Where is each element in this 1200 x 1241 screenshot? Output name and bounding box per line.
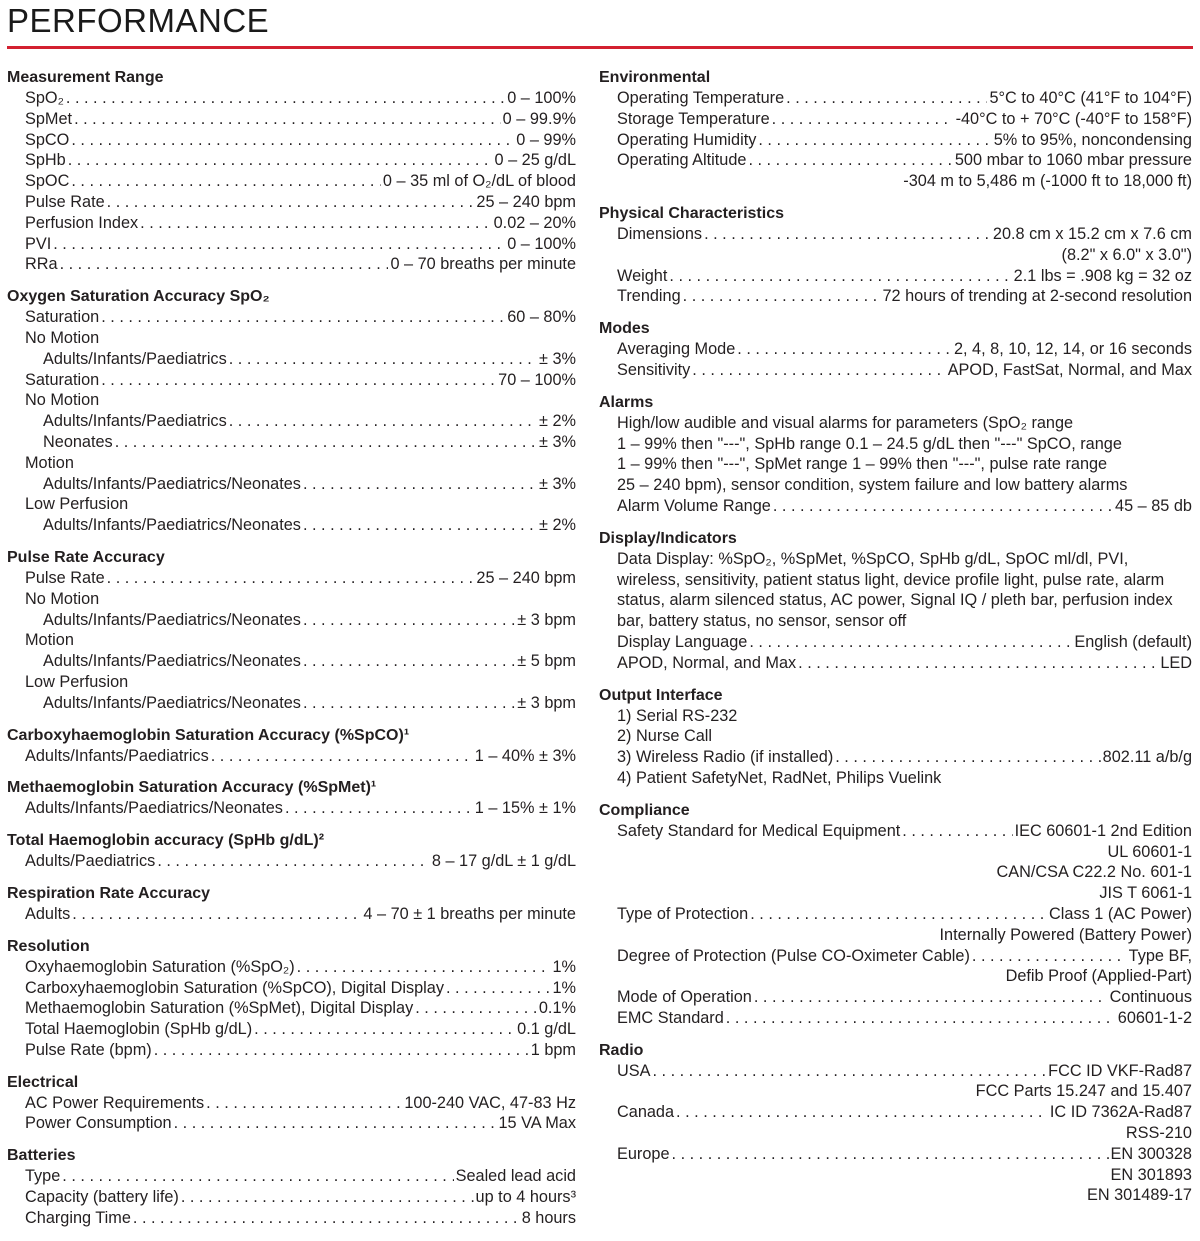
spec-value: 0 – 35 ml of O₂/dL of blood (382, 172, 576, 191)
spec-row (599, 88, 1192, 109)
spec-row (7, 109, 576, 130)
spec-row (599, 821, 1192, 842)
spec-row (599, 1061, 1192, 1082)
spec-label: Adults/Infants/Paediatrics (43, 412, 227, 431)
spec-label: Type of Protection (617, 904, 749, 923)
spec-row (7, 1019, 576, 1040)
spec-value: Type BF, (1128, 946, 1192, 965)
section-title: Batteries (7, 1147, 76, 1165)
spec-value: 2.1 lbs = .908 kg = 32 oz (1013, 266, 1192, 285)
spec-value: IEC 60601-1 2nd Edition (1014, 821, 1192, 840)
section-title: Respiration Rate Accuracy (7, 884, 211, 902)
spec-row (599, 109, 1192, 130)
spec-label: Europe (617, 1144, 670, 1163)
section-compliance (599, 801, 1192, 1029)
spec-row (7, 568, 576, 589)
spec-row (7, 978, 576, 999)
spec-label: Neonates (43, 432, 113, 451)
spec-label: SpMet (25, 109, 73, 128)
spec-value-continued: -304 m to 5,486 m (-1000 ft to 18,000 ft) (903, 172, 1192, 191)
section-display (599, 529, 1192, 674)
spec-label: Type (25, 1167, 61, 1186)
spec-subheading: No Motion (25, 391, 100, 410)
section-resolution (7, 937, 576, 1061)
section-title: Carboxyhaemoglobin Saturation Accuracy (%SpCO)¹ (7, 726, 410, 744)
spec-value: English (default) (1074, 632, 1192, 651)
spec-value: 0.1% (538, 999, 576, 1018)
text-line: 1 – 99% then "---", SpMet range 1 – 99% then "---", pulse rate range (617, 455, 1108, 474)
spec-row (7, 1187, 576, 1208)
spec-value: 0.02 – 20% (493, 213, 576, 232)
section-title: Oxygen Saturation Accuracy SpO₂ (7, 288, 270, 306)
spec-label: Total Haemoglobin (SpHb g/dL) (25, 1020, 253, 1039)
spec-value: 1 – 40% ± 3% (474, 746, 576, 765)
spec-row (599, 946, 1192, 967)
spec-row (599, 1008, 1192, 1029)
spec-label: Power Consumption (25, 1114, 172, 1133)
spec-label: Operating Humidity (617, 130, 757, 149)
spec-row (599, 987, 1192, 1008)
spec-value: ± 3% (539, 474, 576, 493)
spec-value-continued: CAN/CSA C22.2 No. 601-1 (996, 863, 1192, 882)
spec-label: Perfusion Index (25, 213, 139, 232)
section-title: Compliance (599, 801, 690, 819)
section-measurement-range (7, 68, 576, 275)
spec-label: PVI (25, 234, 52, 253)
spec-row (7, 213, 576, 234)
spec-value: 1 bpm (530, 1040, 576, 1059)
spec-row (7, 1166, 576, 1187)
spec-row (599, 339, 1192, 360)
spec-value: 20.8 cm x 15.2 cm x 7.6 cm (992, 224, 1192, 243)
spec-label: Safety Standard for Medical Equipment (617, 821, 901, 840)
spec-value: 1% (552, 978, 576, 997)
spec-label: Storage Temperature (617, 109, 770, 128)
spec-value: Continuous (1109, 988, 1192, 1007)
spec-label: Saturation (25, 308, 100, 327)
spec-value: 25 – 240 bpm (476, 192, 576, 211)
text-line: status, alarm silenced status, AC power, Signal IQ / pleth bar, perfusion index (617, 591, 1173, 610)
spec-value: ± 2% (539, 516, 576, 535)
spec-value: ± 2% (539, 412, 576, 431)
spec-value: 0 – 100% (507, 89, 576, 107)
spec-label: SpO₂ (25, 89, 64, 107)
spec-row (7, 798, 576, 819)
spec-row (7, 474, 576, 495)
spec-row (599, 747, 1192, 768)
spec-label: SpOC (25, 172, 70, 191)
spec-label: Methaemoglobin Saturation (%SpMet), Digital Display (25, 999, 414, 1018)
spec-value: 1 – 15% ± 1% (474, 799, 576, 818)
spec-label: Pulse Rate (25, 568, 105, 587)
spec-value: 1% (552, 957, 576, 976)
spec-value-continued: Internally Powered (Battery Power) (939, 925, 1192, 944)
spec-label: Pulse Rate (25, 192, 105, 211)
spec-value: 4 – 70 ± 1 breaths per minute (363, 904, 576, 923)
spec-value: 72 hours of trending at 2-second resolution (882, 287, 1192, 306)
spec-value: 45 – 85 db (1115, 496, 1192, 515)
spec-value: 100-240 VAC, 47-83 Hz (404, 1093, 576, 1112)
section-output-interface (599, 686, 1192, 789)
spec-label: Adults/Infants/Paediatrics/Neonates (25, 799, 283, 818)
spec-label: Adults (25, 904, 71, 923)
spec-row (599, 904, 1192, 925)
section-title: Methaemoglobin Saturation Accuracy (%SpMet)¹ (7, 779, 377, 797)
spec-value: IC ID 7362A-Rad87 (1049, 1103, 1192, 1122)
spec-label: Carboxyhaemoglobin Saturation (%SpCO), Digital Display (25, 978, 444, 997)
spec-row (7, 150, 576, 171)
spec-row (599, 653, 1192, 674)
spec-value: FCC ID VKF-Rad87 (1048, 1061, 1192, 1080)
spec-value: 802.11 a/b/g (1102, 748, 1192, 767)
text-line: bar, battery status, no sensor, sensor off (617, 612, 907, 631)
spec-label: Adults/Infants/Paediatrics/Neonates (43, 474, 301, 493)
spec-label: Operating Altitude (617, 151, 747, 170)
spec-value: 0 – 99.9% (502, 109, 576, 128)
spec-value-continued: RSS-210 (1125, 1124, 1192, 1143)
spec-value: LED (1160, 653, 1192, 672)
spec-label: Alarm Volume Range (617, 496, 771, 515)
spec-value: APOD, FastSat, Normal, and Max (947, 360, 1192, 379)
spec-value: Sealed lead acid (455, 1167, 576, 1186)
spec-row (7, 904, 576, 925)
section-title: Pulse Rate Accuracy (7, 548, 165, 566)
section-title: Display/Indicators (599, 529, 737, 547)
section-title: Output Interface (599, 686, 723, 704)
spec-value-continued: JIS T 6061-1 (1099, 884, 1192, 903)
spec-row (7, 693, 576, 714)
text-line: 1 – 99% then "---", SpHb range 0.1 – 24.5 g/dL then "---" SpCO, range (617, 434, 1122, 453)
spec-label: Saturation (25, 370, 100, 389)
spec-label: Trending (617, 287, 681, 306)
spec-row (7, 1113, 576, 1134)
spec-row (7, 746, 576, 767)
text-line: 25 – 240 bpm), sensor condition, system failure and low battery alarms (617, 476, 1128, 495)
spec-label: Adults/Infants/Paediatrics (43, 349, 227, 368)
text-line: Data Display: %SpO₂, %SpMet, %SpCO, SpHb g/dL, SpOC ml/dl, PVI, (617, 549, 1129, 568)
spec-row (7, 254, 576, 275)
spec-label: Weight (617, 266, 668, 285)
spec-value: 60601-1-2 (1117, 1008, 1192, 1027)
spec-label: SpHb (25, 151, 66, 170)
spec-label: Adults/Infants/Paediatrics (25, 746, 209, 765)
spec-row (7, 192, 576, 213)
spec-label: Oxyhaemoglobin Saturation (%SpO₂) (25, 957, 295, 976)
text-line: High/low audible and visual alarms for parameters (SpO₂ range (617, 413, 1074, 432)
section-electrical (7, 1073, 576, 1135)
spec-row (7, 610, 576, 631)
spec-value: 25 – 240 bpm (476, 568, 576, 587)
spec-label: APOD, Normal, and Max (617, 653, 797, 672)
spec-subheading: Low Perfusion (25, 495, 129, 514)
spec-row (7, 515, 576, 536)
spec-row (599, 360, 1192, 381)
spec-label: Adults/Infants/Paediatrics/Neonates (43, 693, 301, 712)
spec-value: 0 – 25 g/dL (494, 151, 576, 170)
spec-value: 0 – 99% (516, 130, 576, 149)
spec-label: Adults/Infants/Paediatrics/Neonates (43, 652, 301, 671)
spec-row (7, 1040, 576, 1061)
section-modes (599, 319, 1192, 381)
list-item: 4) Patient SafetyNet, RadNet, Philips Vuelink (617, 768, 942, 787)
page-title: PERFORMANCE (7, 2, 270, 39)
spec-label: Display Language (617, 632, 748, 651)
spec-row (7, 349, 576, 370)
spec-row (599, 266, 1192, 287)
section-title: Total Haemoglobin accuracy (SpHb g/dL)² (7, 832, 325, 850)
spec-value: Class 1 (AC Power) (1049, 904, 1192, 923)
section-pulse-rate-accuracy (7, 548, 576, 714)
section-alarms (599, 393, 1192, 517)
section-title: Electrical (7, 1073, 79, 1091)
spec-row (7, 130, 576, 151)
spec-value-continued: EN 301489-17 (1086, 1186, 1192, 1205)
spec-label: Degree of Protection (Pulse CO-Oximeter Cable) (617, 946, 970, 965)
section-title: Alarms (599, 393, 654, 411)
spec-value-continued: UL 60601-1 (1107, 842, 1192, 861)
spec-value: ± 3 bpm (517, 693, 576, 712)
spec-row (599, 224, 1192, 245)
spec-value: 2, 4, 8, 10, 12, 14, or 16 seconds (953, 340, 1192, 359)
spec-subheading: No Motion (25, 328, 100, 347)
section-environmental (599, 68, 1192, 192)
spec-label: AC Power Requirements (25, 1093, 205, 1112)
spec-row (7, 1208, 576, 1229)
spec-value: EN 300328 (1110, 1144, 1192, 1163)
spec-row (7, 1093, 576, 1114)
spec-subheading: Motion (25, 453, 74, 472)
spec-value: ± 3% (539, 349, 576, 368)
spec-subheading: Low Perfusion (25, 672, 129, 691)
spec-row (599, 1144, 1192, 1165)
spec-value: 15 VA Max (498, 1114, 576, 1133)
spec-value: 5°C to 40°C (41°F to 104°F) (989, 89, 1192, 107)
spec-value-continued: (8.2" x 6.0" x 3.0") (1061, 245, 1192, 264)
spec-row (599, 286, 1192, 307)
spec-row (599, 150, 1192, 171)
spec-row (7, 411, 576, 432)
spec-value: ± 3% (539, 432, 576, 451)
section-title: Measurement Range (7, 69, 164, 86)
spec-label: Sensitivity (617, 360, 691, 379)
spec-value-continued: Defib Proof (Applied-Part) (1005, 967, 1192, 986)
spec-label: Dimensions (617, 224, 703, 243)
spec-row (7, 851, 576, 872)
spec-row (7, 307, 576, 328)
spec-row (599, 130, 1192, 151)
spec-row (599, 632, 1192, 653)
spec-value: -40°C to + 70°C (-40°F to 158°F) (955, 109, 1192, 128)
spec-label: Adults/Infants/Paediatrics/Neonates (43, 516, 301, 535)
title-rule (7, 46, 1193, 49)
spec-label: Capacity (battery life) (25, 1188, 179, 1207)
spec-label: SpCO (25, 130, 70, 149)
spec-label: Charging Time (25, 1208, 131, 1227)
spec-value: 8 hours (521, 1208, 576, 1227)
spec-value-continued: FCC Parts 15.247 and 15.407 (975, 1082, 1192, 1101)
section-spo2-accuracy (7, 287, 576, 536)
spec-row (7, 651, 576, 672)
spec-label: Pulse Rate (bpm) (25, 1040, 152, 1059)
spec-value: 8 – 17 g/dL ± 1 g/dL (431, 852, 576, 871)
spec-label: Canada (617, 1103, 675, 1122)
right-column (599, 68, 1192, 1218)
spec-row (599, 1102, 1192, 1123)
section-spco-accuracy (7, 726, 576, 767)
spec-row (7, 171, 576, 192)
section-physical (599, 204, 1192, 307)
left-column (7, 68, 576, 1241)
section-radio (599, 1041, 1192, 1207)
section-title: Modes (599, 320, 650, 338)
spec-label: EMC Standard (617, 1008, 724, 1027)
spec-value: 5% to 95%, noncondensing (993, 130, 1192, 149)
section-rr-accuracy (7, 884, 576, 925)
section-sphb-accuracy (7, 831, 576, 872)
spec-row (7, 998, 576, 1019)
section-title: Radio (599, 1041, 644, 1059)
spec-row (7, 88, 576, 109)
spec-value: ± 5 bpm (517, 652, 576, 671)
section-title: Physical Characteristics (599, 204, 784, 222)
spec-row (7, 432, 576, 453)
spec-label: Averaging Mode (617, 340, 736, 359)
spec-value: 0 – 100% (507, 234, 576, 253)
spec-label: Adults/Infants/Paediatrics/Neonates (43, 610, 301, 629)
spec-value: 0 – 70 breaths per minute (390, 255, 576, 274)
spec-row (7, 957, 576, 978)
spec-row (7, 370, 576, 391)
section-title: Environmental (599, 69, 711, 86)
spec-value: 500 mbar to 1060 mbar pressure (954, 151, 1192, 170)
spec-subheading: No Motion (25, 589, 100, 608)
spec-label: Operating Temperature (617, 89, 785, 107)
section-batteries (7, 1146, 576, 1228)
list-item: 2) Nurse Call (617, 727, 713, 746)
spec-row (599, 496, 1192, 517)
section-title: Resolution (7, 937, 90, 955)
spec-label: Adults/Paediatrics (25, 852, 156, 871)
spec-label: USA (617, 1061, 651, 1080)
spec-label: 3) Wireless Radio (if installed) (617, 748, 834, 767)
text-line: wireless, sensitivity, patient status light, device profile light, pulse rate, alarm (617, 570, 1165, 589)
section-spmet-accuracy (7, 778, 576, 819)
spec-value-continued: EN 301893 (1110, 1165, 1192, 1184)
spec-value: ± 3 bpm (517, 610, 576, 629)
spec-subheading: Motion (25, 631, 74, 650)
spec-value: 70 – 100% (498, 370, 576, 389)
spec-row (7, 234, 576, 255)
spec-value: 60 – 80% (507, 308, 576, 327)
spec-value: 0.1 g/dL (517, 1020, 576, 1039)
list-item: 1) Serial RS-232 (617, 706, 738, 725)
spec-value: up to 4 hours³ (475, 1188, 576, 1207)
spec-label: Mode of Operation (617, 988, 752, 1007)
spec-label: RRa (25, 255, 58, 274)
